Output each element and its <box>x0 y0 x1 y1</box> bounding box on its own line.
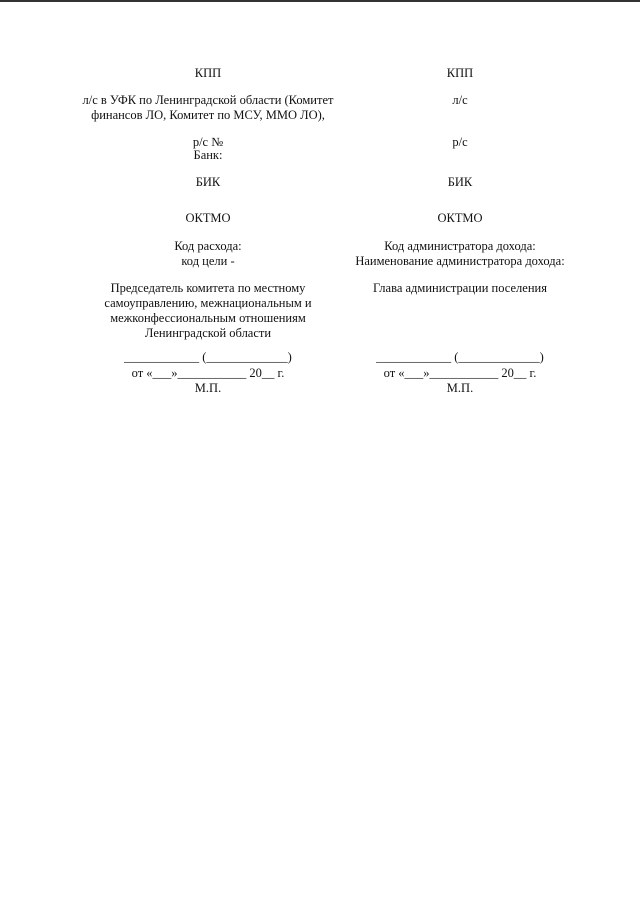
left-expense-code-label: Код расхода: <box>174 239 242 253</box>
right-signature-line: ____________ (_____________) <box>376 350 544 364</box>
left-account-line2: финансов ЛО, Комитет по МСУ, ММО ЛО), <box>91 108 325 122</box>
left-kpp-label: КПП <box>194 66 222 80</box>
right-bik-label: БИК <box>447 175 473 189</box>
right-admin-name-label: Наименование администратора дохода: <box>355 254 565 268</box>
left-position-line2: самоуправлению, межнациональным и <box>104 296 312 310</box>
left-rs-label: р/с № <box>192 135 224 149</box>
left-position-line3: межконфессиональным отношениям <box>110 311 306 325</box>
scan-top-edge <box>0 0 640 2</box>
right-rs-label: р/с <box>452 135 468 149</box>
left-bank-label: Банк: <box>193 148 223 162</box>
left-signature-line: ____________ (_____________) <box>124 350 292 364</box>
right-date-line: от «___»___________ 20__ г. <box>383 366 537 380</box>
right-oktmo-label: ОКТМО <box>437 211 483 225</box>
left-account-line1: л/с в УФК по Ленинградской области (Комитет <box>82 93 334 107</box>
right-admin-code-label: Код администратора дохода: <box>384 239 536 253</box>
left-position-line1: Председатель комитета по местному <box>110 281 306 295</box>
left-date-line: от «___»___________ 20__ г. <box>131 366 285 380</box>
left-target-code-label: код цели - <box>181 254 235 268</box>
right-stamp-label: М.П. <box>446 381 474 395</box>
right-position-label: Глава администрации поселения <box>373 281 547 295</box>
right-account-label: л/с <box>452 93 468 107</box>
left-bik-label: БИК <box>195 175 221 189</box>
left-oktmo-label: ОКТМО <box>185 211 231 225</box>
right-kpp-label: КПП <box>446 66 474 80</box>
left-stamp-label: М.П. <box>194 381 222 395</box>
left-position-line4: Ленинградской области <box>144 326 272 340</box>
